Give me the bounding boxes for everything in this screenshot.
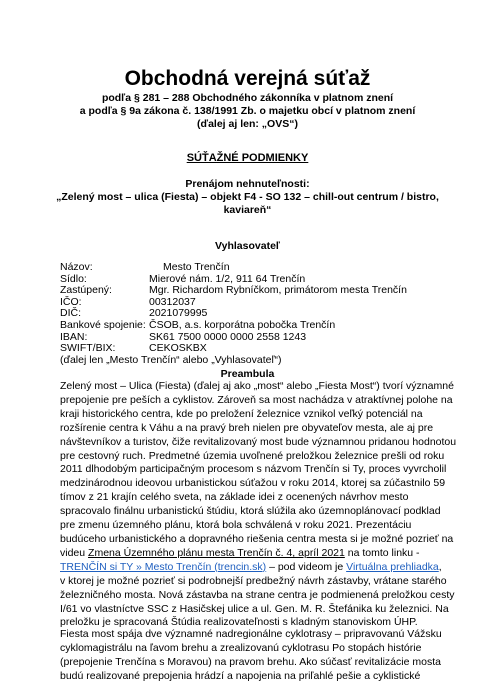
subtitle-line: podľa § 281 – 288 Obchodného zákonníka v platnom znení	[101, 92, 394, 104]
info-label: IČO:	[60, 295, 82, 308]
paragraph-line: budúceho urbanistického a dopravného riešenia centra mesta si je možné pozrieť na	[60, 532, 454, 545]
paragraph-line: železničného mosta. Nová zástavba na strane centra je podmienená preložkou cesty	[60, 588, 455, 601]
info-label: DIČ:	[60, 307, 81, 320]
paragraph-line: rozšírenie centra k Váhu a na pravý breh nielen pre obyvateľov mesta, ale aj pre	[60, 421, 434, 434]
video-prefix: videu	[60, 546, 89, 559]
subtitle-line: (ďalej aj len: „OVS“)	[197, 118, 298, 130]
info-value: Mierové nám. 1/2, 911 64 Trenčín	[149, 272, 306, 285]
video-suffix: na tomto linku -	[344, 546, 420, 559]
info-value: 00312037	[149, 295, 196, 308]
paragraph-line: 2011 dlhodobým participačným procesom s názvom Trenčín si Ty, proces vyvrcholil	[60, 463, 447, 476]
paragraph-line: návštevníkov a turistov, čiže revitalizovaný most bude významnou pridanou hodnotou	[60, 435, 457, 448]
virtual-suffix: ,	[438, 560, 442, 573]
site-suffix: – pod videom je	[266, 560, 347, 573]
info-value: ČSOB, a.s. korporátna pobočka Trenčín	[149, 318, 336, 331]
info-value: 2021079995	[149, 307, 208, 320]
paragraph-line: cyklomagistrálu na ľavom brehu a zrealizovanú cyklotrasu Po stopách histórie	[60, 641, 422, 654]
subject-line: „Zelený most – ulica (Fiesta) – objekt F4 - SO 132 – chill-out centrum / bistro,	[56, 191, 439, 203]
info-label: Sídlo:	[60, 272, 87, 285]
paragraph-line: (prepojenie Trenčína s Moravou) na pravom brehu. Ako súčasť revitalizácie mosta	[60, 655, 441, 668]
paragraph-line: pre cestovný ruch. Predmetné územia uvoľnené preložkou železnice prešli od roku	[60, 449, 445, 462]
info-label: Bankové spojenie:	[60, 318, 146, 331]
subtitle-line: a podľa § 9a zákona č. 138/1991 Zb. o majetku obcí v platnom znení	[79, 105, 416, 117]
conditions-heading: SÚŤAŽNÉ PODMIENKY	[186, 152, 309, 164]
paragraph-line: Fiesta most spája dve významné nadregionálne cyklotrasy – pripravovanú Vážsku	[60, 628, 442, 640]
paragraph-line	[60, 561, 440, 575]
paragraph-line: I/61 vo vlastníctve SSC z Hasičskej ulice a ul. Gen. M. R. Štefánika ku železnici. Na	[60, 602, 449, 615]
paragraph-line: medzinárodnou ideovou urbanistickou súťažou v roku 2014, ktorej sa zúčastnilo 59	[60, 477, 446, 490]
paragraph-line: preložku je spracovaná Štúdia realizovateľnosti s kladným stanoviskom ÚHP.	[60, 616, 418, 629]
paragraph-line: pre zmenu územného plánu, ktorá bola schválená v roku 2021. Prezentáciu	[60, 519, 412, 532]
subject-block	[0, 178, 495, 217]
paragraph-line: Zelený most – Ulica (Fiesta) (ďalej aj ako „most“ alebo „Fiesta Most“) tvorí významné	[60, 380, 454, 392]
info-value: SK61 7500 0000 0000 2558 1243	[149, 330, 307, 343]
paragraph-line: budú realizované prepojenia hrádzí a napojenia na priľahlé pešie a cyklistické	[60, 669, 421, 682]
info-value: Mesto Trenčín	[163, 261, 230, 273]
info-label: IBAN:	[60, 330, 88, 343]
document-title: Obchodná verejná súťaž	[124, 67, 371, 90]
paragraph-line: spracovalo finálnu urbanistickú štúdiu, ktorá slúžila ako územnoplánovací podklad	[60, 505, 441, 518]
video-link[interactable]: Zmena Územného plánu mesta Trenčín č. 4, apríl 2021	[88, 546, 345, 559]
virtual-tour-link[interactable]: Virtuálna prehliadka	[346, 560, 439, 573]
subject-line: kaviareň“	[223, 204, 272, 216]
document-subtitle	[0, 92, 495, 131]
paragraph-line: v ktorej je možné pozrieť si podrobnejší predbežný návrh zástavby, vrátane starého	[60, 574, 447, 587]
announcer-heading: Vyhlasovateľ	[215, 240, 280, 252]
subject-heading: Prenájom nehnuteľnosti:	[185, 178, 310, 190]
info-value: CEKOSKBX	[149, 342, 207, 355]
announcer-note: (ďalej len „Mesto Trenčín“ alebo „Vyhlasovateľ“)	[60, 353, 282, 366]
paragraph-line: prepojenie pre peších a cyklistov. Zároveň sa most nachádza v atraktívnej polohe na	[60, 393, 453, 406]
preamble-heading: Preambula	[220, 368, 275, 380]
trencin-si-ty-link[interactable]: TRENČÍN si TY » Mesto Trenčín (trencin.sk)	[60, 560, 267, 573]
info-label: Názov:	[60, 261, 93, 273]
preamble-paragraph-2	[60, 628, 440, 684]
paragraph-line: kraji historického centra, kde po preložení železnice vznikol veľký potenciál na	[60, 407, 423, 420]
info-label: Zastúpený:	[60, 284, 112, 297]
paragraph-line: tímov z 21 krajín celého sveta, na základe idei z ocenených návrhov mesto	[60, 491, 409, 504]
paragraph-line	[60, 547, 440, 561]
info-label: SWIFT/BIX:	[60, 342, 116, 355]
info-value: Mgr. Richardom Rybníčkom, primátorom mesta Trenčín	[149, 284, 407, 297]
preamble-paragraph-1	[60, 380, 457, 630]
